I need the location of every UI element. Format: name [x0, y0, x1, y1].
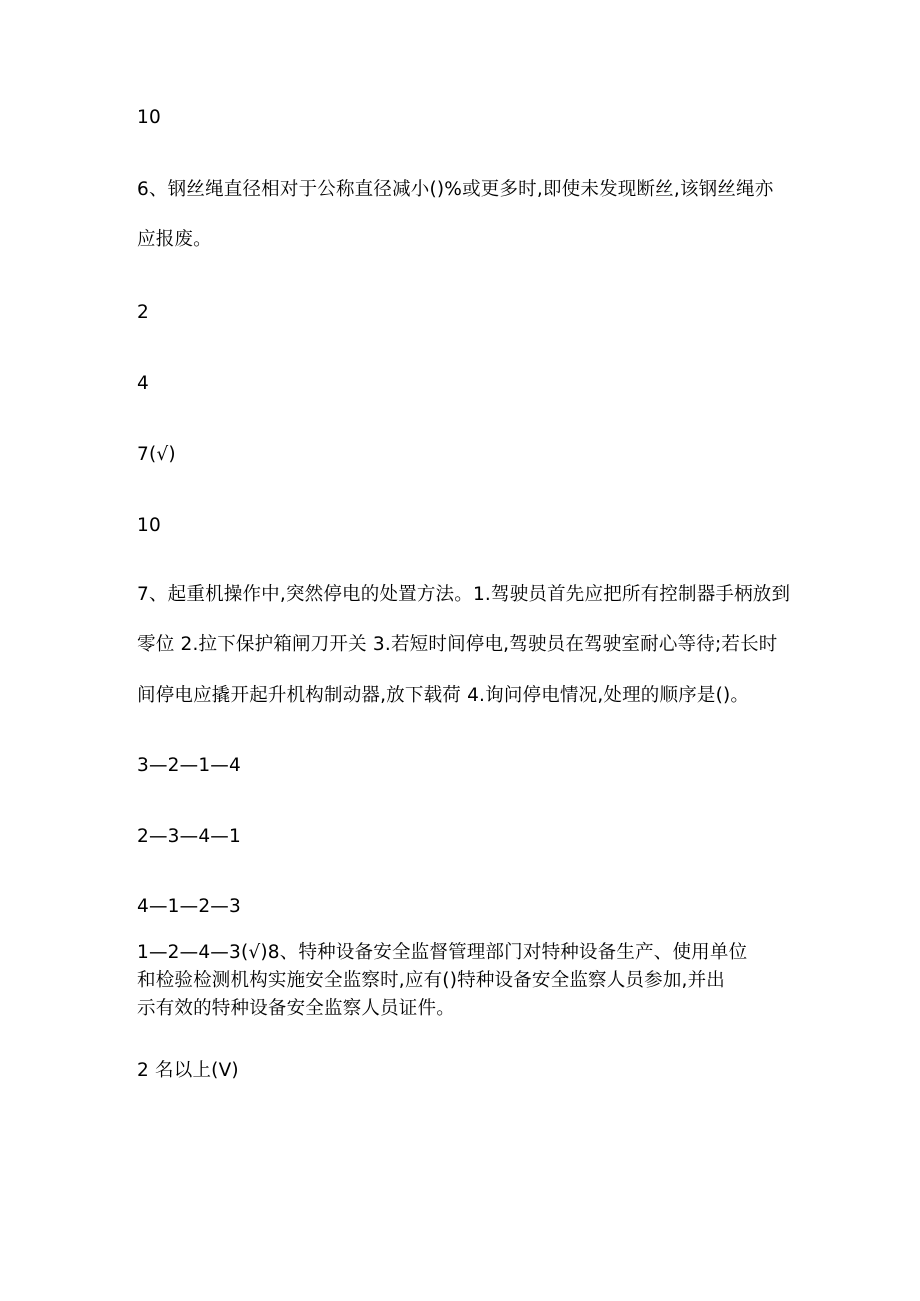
answer-option-correct: 2 名以上(V) [137, 1060, 239, 1081]
answer-option: 4—1—2—3 [137, 896, 241, 917]
question-8-line-2: 和检验检测机构实施安全监察时,应有()特种设备安全监察人员参加,并出 [137, 970, 725, 991]
question-7-line-3: 间停电应撬开起升机构制动器,放下载荷 4.询问停电情况,处理的顺序是()。 [137, 685, 750, 706]
answer-option: 4 [137, 373, 149, 394]
question-7-line-2: 零位 2.拉下保护箱闸刀开关 3.若短时间停电,驾驶员在驾驶室耐心等待;若长时 [137, 634, 778, 655]
question-8-line-1: 1—2—4—3(√)8、特种设备安全监督管理部门对特种设备生产、使用单位 [137, 942, 748, 963]
answer-option: 2—3—4—1 [137, 826, 241, 847]
text-line: 10 [137, 107, 161, 128]
question-6-line-2: 应报废。 [137, 229, 212, 250]
question-6-line-1: 6、钢丝绳直径相对于公称直径减小()%或更多时,即使未发现断丝,该钢丝绳亦 [137, 179, 774, 200]
question-8-line-3: 示有效的特种设备安全监察人员证件。 [137, 998, 455, 1019]
answer-option: 3—2—1—4 [137, 755, 241, 776]
answer-option: 10 [137, 515, 161, 536]
answer-option: 2 [137, 302, 149, 323]
answer-option-correct: 7(√) [137, 444, 176, 465]
question-7-line-1: 7、起重机操作中,突然停电的处置方法。1.驾驶员首先应把所有控制器手柄放到 [137, 584, 791, 605]
